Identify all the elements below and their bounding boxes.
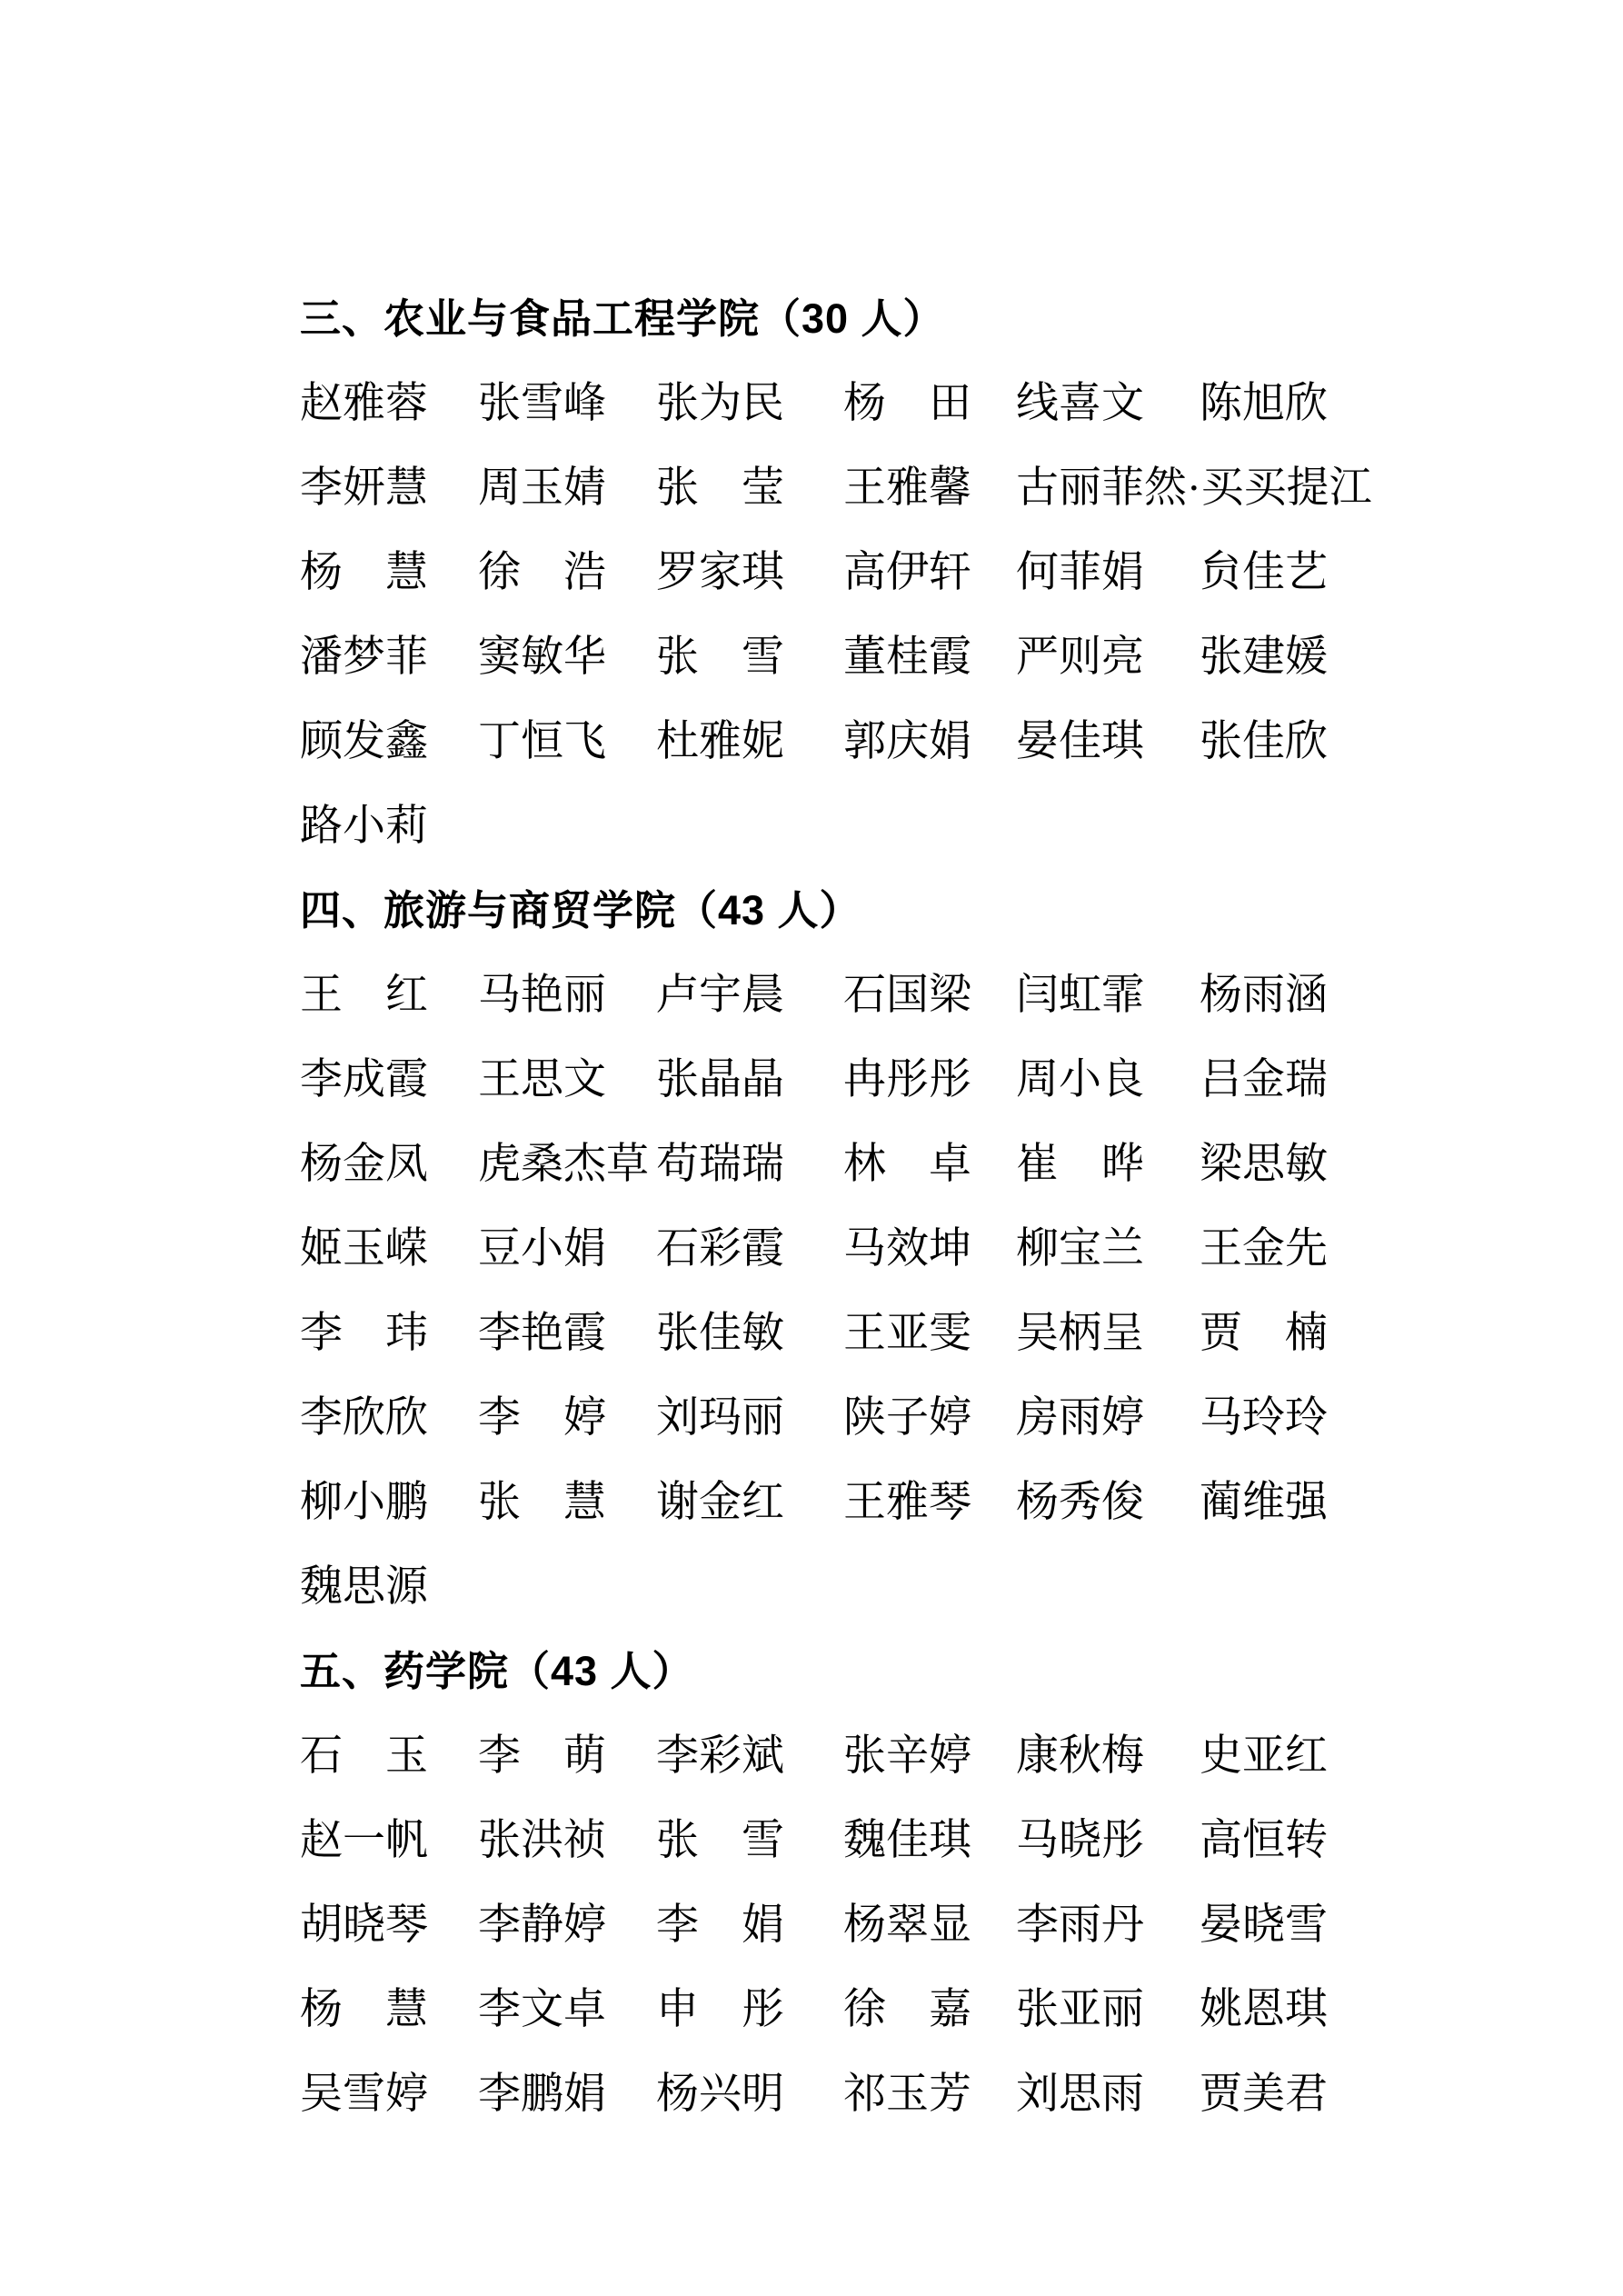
college-section bbox=[300, 1625, 1536, 2132]
student-name: 李鹏娟 bbox=[478, 2071, 606, 2118]
student-name: 虎桑杰草 bbox=[478, 1141, 649, 1188]
name-row bbox=[300, 526, 1536, 611]
name-row bbox=[300, 1118, 1536, 1203]
name-row bbox=[300, 1033, 1536, 1118]
name-row bbox=[300, 442, 1536, 526]
student-name: 张洪祯 bbox=[478, 1817, 606, 1864]
student-name: 张辛婷 bbox=[843, 1732, 971, 1780]
student-name: 窦敏华 bbox=[478, 634, 606, 681]
student-name: 马艳丽 bbox=[478, 972, 606, 1019]
student-name: 李静婷 bbox=[478, 1902, 606, 1949]
student-name: 吕金瑞 bbox=[1200, 1056, 1328, 1103]
student-name: 刘思雨 bbox=[1016, 2071, 1144, 2118]
student-name: 姬玉嵘 bbox=[300, 1225, 428, 1273]
student-name: 路小莉 bbox=[300, 803, 428, 850]
student-name: 高恒转 bbox=[1200, 1817, 1328, 1864]
name-row bbox=[300, 1710, 1536, 1794]
student-name: 杨 慧 bbox=[300, 549, 428, 596]
student-name: 罗家琪 bbox=[656, 549, 784, 596]
student-name: 李成霞 bbox=[300, 1056, 428, 1103]
student-name: 张雪峰 bbox=[478, 380, 606, 427]
college-section bbox=[300, 864, 1536, 1625]
student-name: 杨金凤 bbox=[300, 1141, 428, 1188]
student-name: 柳宝兰 bbox=[1016, 1225, 1144, 1273]
college-section bbox=[300, 273, 1536, 864]
name-row bbox=[300, 1372, 1536, 1456]
student-name: 卢宇晨 bbox=[656, 972, 784, 1019]
student-name: 张佳敏 bbox=[656, 1310, 784, 1357]
section-title: 五、药学院（43 人） bbox=[300, 1648, 694, 1694]
student-name: 杨翠显 bbox=[843, 1902, 971, 1949]
student-name: 潘梦菲 bbox=[300, 634, 428, 681]
student-name: 李 萌 bbox=[478, 1732, 606, 1780]
name-row bbox=[300, 1963, 1536, 2048]
student-name: 董桂霞 bbox=[843, 634, 971, 681]
student-name: 祁玉芳 bbox=[843, 2071, 971, 2118]
student-name: 张亚丽 bbox=[1016, 1986, 1144, 2033]
student-name: 石 玉 bbox=[300, 1732, 428, 1780]
name-row bbox=[300, 1203, 1536, 1287]
student-name: 石彩霞 bbox=[656, 1225, 784, 1273]
student-name: 张 雪 bbox=[656, 1817, 784, 1864]
student-name: 贠佳艺 bbox=[1200, 549, 1328, 596]
student-name: 王 红 bbox=[300, 972, 428, 1019]
name-row bbox=[300, 949, 1536, 1033]
student-name: 李文卓 bbox=[478, 1986, 606, 2033]
student-name: 徐 浩 bbox=[478, 549, 606, 596]
name-row bbox=[300, 357, 1536, 442]
student-name: 李欣欣 bbox=[300, 1394, 428, 1442]
student-name: 杨雨涵 bbox=[1200, 972, 1328, 1019]
student-name: 王金先 bbox=[1200, 1225, 1328, 1273]
student-name: 顾发鑫 bbox=[300, 718, 428, 765]
student-name: 张为民 bbox=[656, 380, 784, 427]
student-name: 崔 晔 bbox=[1016, 1141, 1144, 1188]
student-name: 晏佳琪 bbox=[1016, 718, 1144, 765]
student-name: 姚恩琪 bbox=[1200, 1986, 1328, 2033]
student-name: 赵一帆 bbox=[300, 1817, 428, 1864]
document-content bbox=[300, 273, 1536, 2132]
student-name: 魏思源 bbox=[300, 1563, 428, 1611]
student-name: 杨 慧 bbox=[300, 1986, 428, 2033]
student-name: 张 慧 bbox=[478, 1479, 606, 1526]
student-name: 晏晓雪 bbox=[1200, 1902, 1328, 1949]
name-row bbox=[300, 611, 1536, 695]
student-name: 史亚红 bbox=[1200, 1732, 1328, 1780]
student-name: 李妍慧 bbox=[300, 464, 428, 512]
student-name: 王思文 bbox=[478, 1056, 606, 1103]
student-name: 房雨婷 bbox=[1016, 1394, 1144, 1442]
student-name: 李 玮 bbox=[300, 1310, 428, 1357]
student-name: 梁思敏 bbox=[1200, 1141, 1328, 1188]
student-name: 线喜文 bbox=[1016, 380, 1144, 427]
student-name: 马玲玲 bbox=[1200, 1394, 1328, 1442]
student-name: 刘玛丽 bbox=[656, 1394, 784, 1442]
student-name: 柳小鹏 bbox=[300, 1479, 428, 1526]
name-row bbox=[300, 1879, 1536, 1963]
student-name: 严则亮 bbox=[1016, 634, 1144, 681]
student-name: 豆小娟 bbox=[478, 1225, 606, 1273]
student-name: 徐 嘉 bbox=[843, 1986, 971, 2033]
section-title: 四、旅游与商贸学院（43 人） bbox=[300, 887, 861, 933]
student-name: 康秋梅 bbox=[1016, 1732, 1144, 1780]
student-name: 吴雪婷 bbox=[300, 2071, 428, 2118]
student-name: 申 彤 bbox=[656, 1986, 784, 2033]
name-row bbox=[300, 695, 1536, 780]
student-name: 魏佳琪 bbox=[843, 1817, 971, 1864]
student-name: 张建媛 bbox=[1200, 634, 1328, 681]
student-name: 杨秀俊 bbox=[1016, 1479, 1144, 1526]
student-name: 郭庆娟 bbox=[843, 718, 971, 765]
name-row bbox=[300, 780, 1536, 864]
student-name: 胡晓琴 bbox=[300, 1902, 428, 1949]
name-row bbox=[300, 2048, 1536, 2132]
student-name: 贾美君 bbox=[1200, 2071, 1328, 2118]
student-name: 杨 田 bbox=[843, 380, 971, 427]
student-name: 王雅馨 bbox=[843, 464, 971, 512]
name-row bbox=[300, 1287, 1536, 1372]
student-name: 李艳霞 bbox=[478, 1310, 606, 1357]
student-name: 张 雪 bbox=[656, 634, 784, 681]
student-name: 张佳欣 bbox=[1200, 718, 1328, 765]
student-name: 张 莹 bbox=[656, 464, 784, 512]
student-name: 李 婷 bbox=[478, 1394, 606, 1442]
student-name: 闫虹霏 bbox=[1016, 972, 1144, 1019]
student-name: 李 娟 bbox=[656, 1902, 784, 1949]
section-title: 三、农业与食品工程学院（30 人） bbox=[300, 295, 945, 342]
student-name: 丁恒飞 bbox=[478, 718, 606, 765]
student-name: 周小良 bbox=[1016, 1056, 1144, 1103]
student-name: 贾 楠 bbox=[1200, 1310, 1328, 1357]
student-name: 张晶晶 bbox=[656, 1056, 784, 1103]
student-name: 林 卓 bbox=[843, 1141, 971, 1188]
student-name: 李雨丹 bbox=[1016, 1902, 1144, 1949]
student-name: 高伊轩 bbox=[843, 549, 971, 596]
student-name: 蔺维强 bbox=[1200, 1479, 1328, 1526]
student-name: 赵雅蓉 bbox=[300, 380, 428, 427]
student-name: 吴柄呈 bbox=[1016, 1310, 1144, 1357]
name-row bbox=[300, 1794, 1536, 1879]
student-name: 谢金红 bbox=[656, 1479, 784, 1526]
student-name: 杨兴明 bbox=[656, 2071, 784, 2118]
student-name: 王亚雯 bbox=[843, 1310, 971, 1357]
student-name: 陈旭欣 bbox=[1200, 380, 1328, 427]
student-name: 石国梁 bbox=[843, 972, 971, 1019]
student-name: 杜雅妮 bbox=[656, 718, 784, 765]
student-name: 古丽菲然·买买提江 bbox=[1016, 464, 1372, 512]
student-name: 苟瑞瑞 bbox=[656, 1141, 784, 1188]
student-name: 马效坤 bbox=[843, 1225, 971, 1273]
name-row bbox=[300, 1456, 1536, 1541]
student-name: 李彩斌 bbox=[656, 1732, 784, 1780]
student-name: 冉彤彤 bbox=[843, 1056, 971, 1103]
student-name: 周玉婧 bbox=[478, 464, 606, 512]
student-name: 陕子婷 bbox=[843, 1394, 971, 1442]
student-name: 王雅琴 bbox=[843, 1479, 971, 1526]
student-name: 何菲娟 bbox=[1016, 549, 1144, 596]
student-name: 马晓彤 bbox=[1016, 1817, 1144, 1864]
name-row bbox=[300, 1541, 1536, 1625]
